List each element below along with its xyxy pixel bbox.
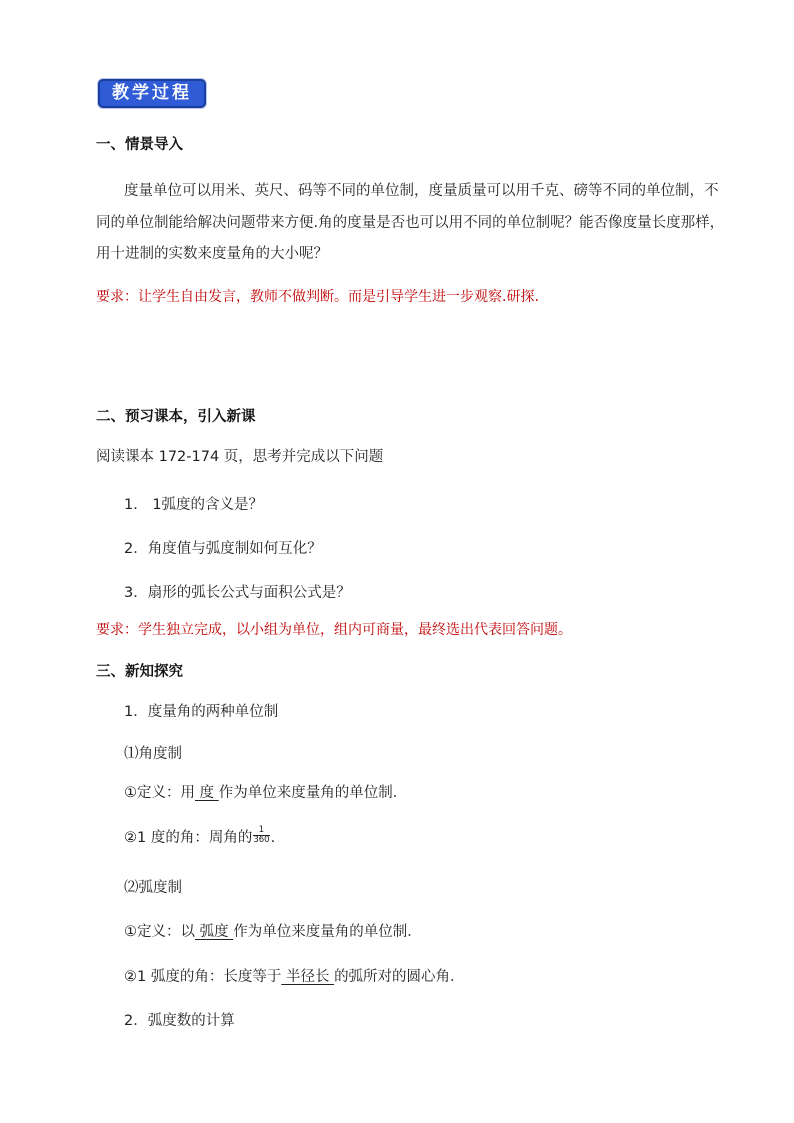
section-2-title: 二、预习课本，引入新课 — [96, 409, 256, 425]
degree-definition-prefix: ①定义：用 — [124, 785, 195, 801]
question-3: 3．扇形的弧长公式与面积公式是？ — [124, 585, 351, 601]
intro-paragraph-line-2: 同的单位制能给解决问题带来方便.角的度量是否也可以用不同的单位制呢？能否像度量长度那样， — [96, 215, 725, 231]
question-2: 2．角度值与弧度制如何互化？ — [124, 541, 322, 557]
degree-system-label: ⑴角度制 — [124, 746, 182, 762]
one-radian-suffix: 的弧所对的圆心角． — [334, 969, 465, 985]
degree-definition-answer: 度 — [195, 785, 219, 801]
reading-instruction: 阅读课本 172-174 页，思考并完成以下问题 — [96, 449, 384, 465]
degree-definition-suffix: 作为单位来度量角的单位制． — [218, 785, 408, 801]
degree-definition — [124, 781, 407, 802]
radian-definition-prefix: ①定义：以 — [124, 924, 195, 940]
radian-definition-suffix: 作为单位来度量角的单位制． — [233, 924, 422, 940]
radian-definition — [124, 920, 422, 941]
intro-paragraph-line-3: 用十进制的实数来度量角的大小呢？ — [96, 246, 328, 262]
section-badge: 教学过程 — [98, 79, 206, 108]
question-1: 1． 1弧度的含义是？ — [124, 497, 264, 513]
fraction-1-over-360 — [253, 826, 269, 845]
section-1-title: 一、情景导入 — [96, 137, 183, 153]
section-3-title: 三、新知探究 — [96, 664, 183, 680]
topic-2-heading: 2．弧度数的计算 — [124, 1013, 235, 1029]
radian-definition-answer: 弧度 — [195, 924, 234, 940]
fraction-numerator: 1 — [253, 826, 269, 836]
radian-system-label: ⑵弧度制 — [124, 880, 182, 896]
one-degree-suffix: . — [270, 830, 276, 846]
section-2-requirement: 要求：学生独立完成，以小组为单位，组内可商量，最终选出代表回答问题。 — [96, 622, 572, 638]
section-1-requirement: 要求：让学生自由发言，教师不做判断。而是引导学生进一步观察.研探. — [96, 289, 539, 305]
one-radian-definition — [124, 965, 465, 986]
topic-1-heading: 1．度量角的两种单位制 — [124, 704, 279, 720]
intro-paragraph-line-1: 度量单位可以用米、英尺、码等不同的单位制，度量质量可以用千克、磅等不同的单位制，不 — [124, 183, 719, 199]
one-degree-prefix: ②1 度的角：周角的 — [124, 830, 253, 846]
one-radian-prefix: ②1 弧度的角：长度等于 — [124, 969, 282, 985]
fraction-denominator: 360 — [253, 834, 270, 845]
one-radian-answer: 半径长 — [281, 969, 335, 985]
one-degree-definition — [124, 826, 275, 848]
